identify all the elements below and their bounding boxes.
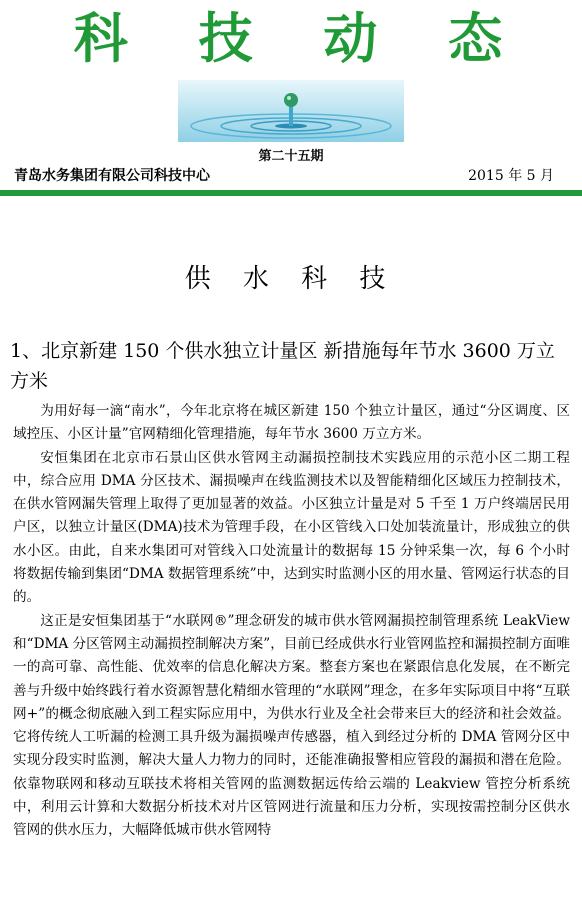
issue-number: 第二十五期 — [258, 149, 324, 164]
issue-date: 2015 年 5 月 — [468, 168, 554, 184]
water-drop-banner — [178, 80, 404, 142]
article-body — [13, 400, 570, 843]
article-paragraph: 安恒集团在北京市石景山区供水管网主动漏损控制技术实践应用的示范小区二期工程中，综合应用 DMA 分区技术、漏损噪声在线监测技术以及智能精细化区域压力控制技术，在供水管网漏失管理上取得了更加显著的效益。小区独立计量是对 5 千至 1 万户终端居民用户区，以独立计量区(DMA)技术为管理手段，在小区管线入口处加装流量计，形成独立的供水小区。由此，自来水集团可对管线入口处流量计的数据每 15 分钟采集一次，每 6 个小时将数据传输到集团“DMA 数据管理系统”中，达到实时监测小区的用水量、管网运行状态的目的。 — [13, 449, 570, 606]
header-divider — [0, 190, 582, 196]
organization-name: 青岛水务集团有限公司科技中心 — [14, 168, 210, 184]
header-row — [14, 165, 554, 187]
article-paragraph: 为用好每一滴“南水”，今年北京将在城区新建 150 个独立计量区，通过“分区调度、区域控压、小区计量”官网精细化管理措施，每年节水 3600 万立方米。 — [13, 403, 570, 443]
article-paragraph: 这正是安恒集团基于“水联网®”理念研发的城市供水管网漏损控制管理系统 LeakView 和“DMA 分区管网主动漏损控制解决方案”，目前已经成供水行业管网监控和漏损控制方面唯一的高可靠、高性能、优效率的信息化解决方案。整套方案也在紧跟信息化发展，在不断完善与升级中始终践行着水资源智慧化精细水管理的“水联网”理念，在多年实际项目中将“互联网+”的概念彻底融入到工程实际应用中，为供水行业及全社会带来巨大的经济和社会效益。它将传统人工听漏的检测工具升级为漏损噪声传感器，植入到经过分析的 DMA 管网分区中实现分段实时监测，解决大量人力物力的同时，还能准确报警相应管段的漏损和潜在危险。依靠物联网和移动互联技术将相关管网的监测数据远传给云端的 Leakview 管控分析系统中，利用云计算和大数据分析技术对片区管网进行流量和压力分析，实现按需控制分区供水管网的供水压力，大幅降低城市供水管网特 — [13, 612, 570, 839]
masthead-title: 科 技 动 态 — [73, 7, 529, 70]
article-title: 1、北京新建 150 个供水独立计量区 新措施每年节水 3600 万立方米 — [10, 340, 555, 392]
section-title: 供 水 科 技 — [184, 264, 398, 294]
